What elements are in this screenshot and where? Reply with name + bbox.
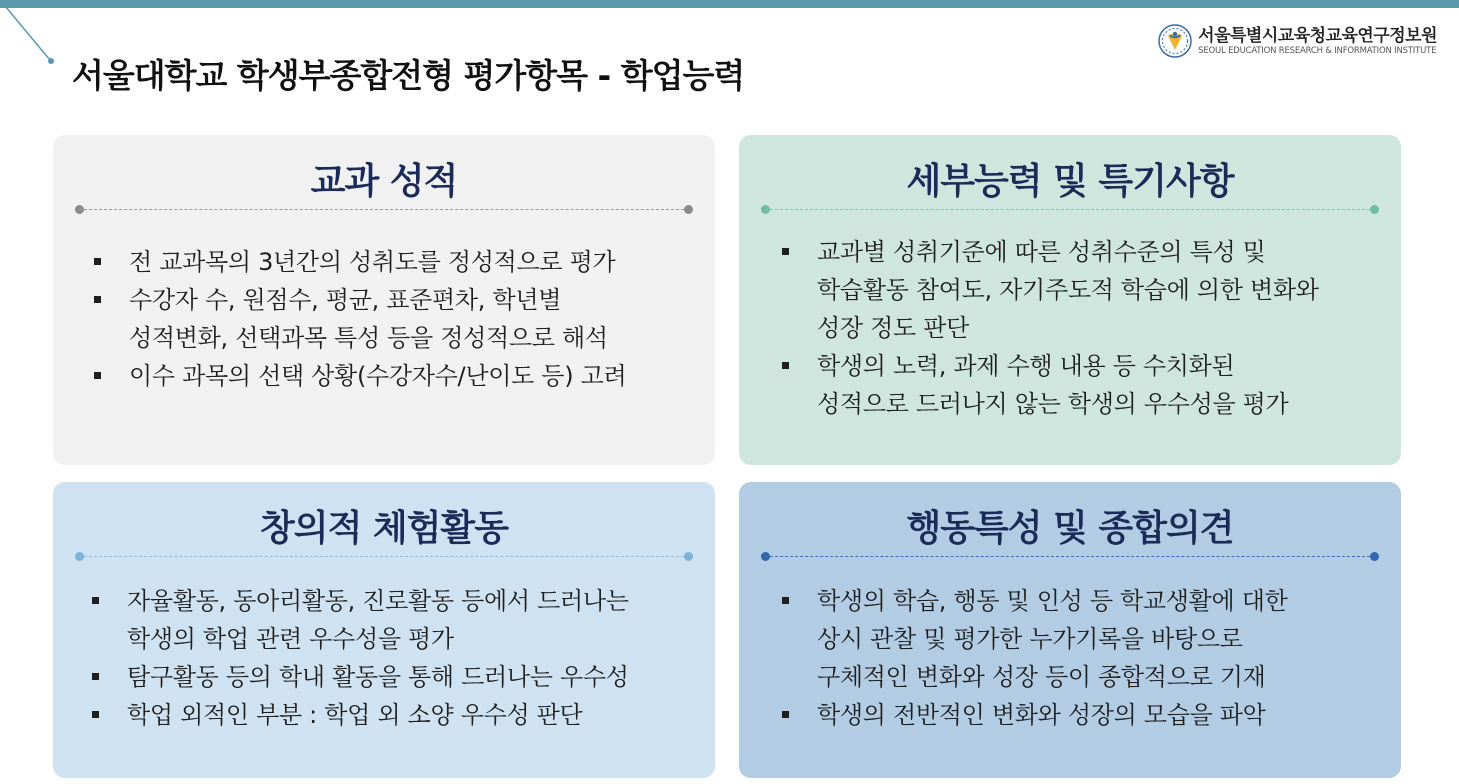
bullet-square-icon xyxy=(94,372,101,379)
bullet-list xyxy=(91,243,626,395)
card-title: 교과 성적 xyxy=(310,161,458,202)
bullet-square-icon xyxy=(92,597,99,604)
bullet-square-icon xyxy=(94,296,101,303)
bullet-list xyxy=(89,582,629,734)
card-divider xyxy=(761,552,1379,562)
bullet-square-icon xyxy=(94,258,101,265)
list-item: 전 교과목의 3년간의 성취도를 정성적으로 평가 xyxy=(91,243,626,281)
list-item: 학업 외적인 부분 : 학업 외 소양 우수성 판단 xyxy=(89,696,629,734)
bullet-square-icon xyxy=(782,597,789,604)
card-detailed-abilities xyxy=(739,135,1401,465)
bullet-square-icon xyxy=(92,673,99,680)
bullet-square-icon xyxy=(92,711,99,718)
institute-emblem-icon xyxy=(1158,24,1192,58)
corner-decoration-line xyxy=(0,0,70,72)
list-item: 학생의 전반적인 변화와 성장의 모습을 파악 xyxy=(779,696,1288,734)
card-divider xyxy=(761,205,1379,215)
list-item: 탐구활동 등의 학내 활동을 통해 드러나는 우수성 xyxy=(89,658,629,696)
bullet-square-icon xyxy=(782,248,789,255)
card-title: 세부능력 및 특기사항 xyxy=(906,161,1234,202)
card-creative-activities xyxy=(53,482,715,778)
list-item: 학생의 학습, 행동 및 인성 등 학교생활에 대한 상시 관찰 및 평가한 누가기록을 바탕으로 구체적인 변화와 성장 등이 종합적으로 기재 xyxy=(779,582,1288,696)
institute-logo xyxy=(1158,24,1437,58)
list-item: 수강자 수, 원점수, 평균, 표준편차, 학년별 성적변화, 선택과목 특성 등을 정성적으로 해석 xyxy=(91,281,626,357)
bullet-square-icon xyxy=(782,711,789,718)
card-title: 행동특성 및 종합의견 xyxy=(906,508,1234,549)
list-item: 자율활동, 동아리활동, 진로활동 등에서 드러나는 학생의 학업 관련 우수성을 평가 xyxy=(89,582,629,658)
institute-subtitle: SEOUL EDUCATION RESEARCH & INFORMATION INSTITUTE xyxy=(1198,45,1437,56)
institute-name: 서울특별시교육청교육연구정보원 xyxy=(1198,25,1437,46)
bullet-list xyxy=(779,582,1288,734)
page-title: 서울대학교 학생부종합전형 평가항목 - 학업능력 xyxy=(72,56,745,95)
card-behavior-opinion xyxy=(739,482,1401,778)
top-accent-bar xyxy=(0,0,1459,8)
bullet-list xyxy=(779,233,1319,423)
card-grade-records xyxy=(53,135,715,465)
card-divider xyxy=(75,552,693,562)
list-item: 교과별 성취기준에 따른 성취수준의 특성 및 학습활동 참여도, 자기주도적 학습에 의한 변화와 성장 정도 판단 xyxy=(779,233,1319,347)
card-title: 창의적 체험활동 xyxy=(260,508,508,549)
list-item: 이수 과목의 선택 상황(수강자수/난이도 등) 고려 xyxy=(91,357,626,395)
bullet-square-icon xyxy=(782,362,789,369)
list-item: 학생의 노력, 과제 수행 내용 등 수치화된 성적으로 드러나지 않는 학생의 우수성을 평가 xyxy=(779,347,1319,423)
card-divider xyxy=(75,205,693,215)
